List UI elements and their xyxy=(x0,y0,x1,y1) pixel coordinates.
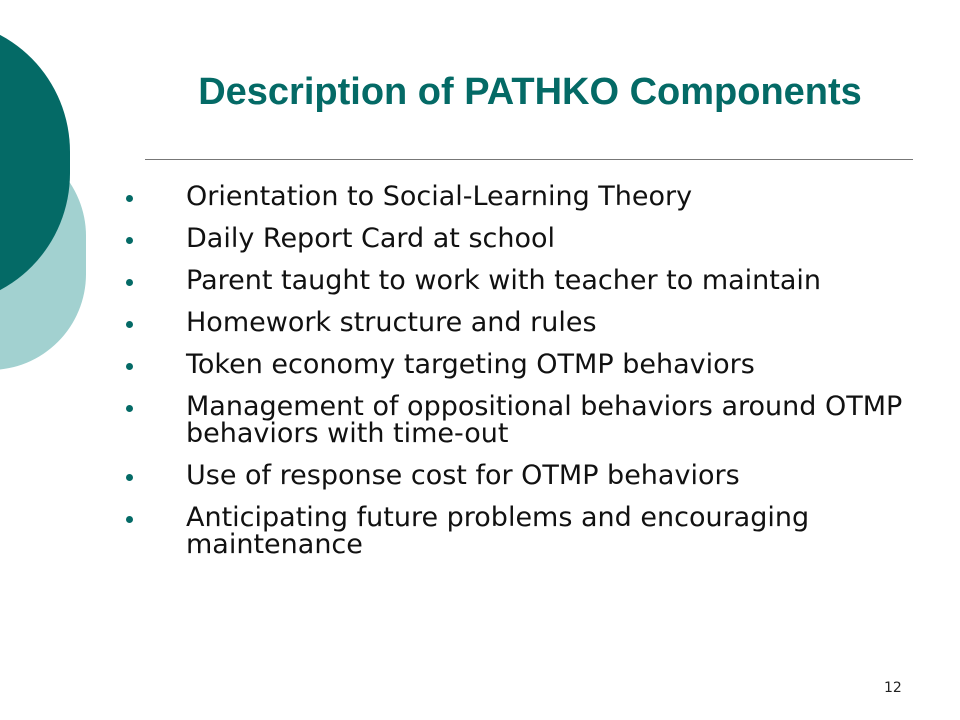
bullet-dot-icon xyxy=(126,237,133,244)
bullet-text: Anticipating future problems and encouraging maintenance xyxy=(186,502,810,560)
bullet-item xyxy=(120,183,920,210)
bullet-list xyxy=(120,183,920,573)
bullet-dot-icon xyxy=(126,321,133,328)
bullet-dot-icon xyxy=(126,405,133,412)
bullet-text: Token economy targeting OTMP behaviors xyxy=(186,349,755,380)
bullet-dot-icon xyxy=(126,474,133,481)
bullet-item xyxy=(120,351,920,378)
bullet-item xyxy=(120,393,920,447)
bullet-item xyxy=(120,462,920,489)
bullet-dot-icon xyxy=(126,195,133,202)
bullet-text: Use of response cost for OTMP behaviors xyxy=(186,460,740,491)
bullet-text: Orientation to Social-Learning Theory xyxy=(186,181,693,212)
bullet-item xyxy=(120,309,920,336)
slide-title: Description of PATHKO Components xyxy=(198,71,862,113)
bullet-dot-icon xyxy=(126,279,133,286)
bullet-text: Management of oppositional behaviors around OTMP behaviors with time-out xyxy=(186,391,903,449)
bullet-text: Daily Report Card at school xyxy=(186,223,556,254)
title-divider xyxy=(145,159,913,160)
page-number: 12 xyxy=(884,680,902,696)
bullet-text: Parent taught to work with teacher to maintain xyxy=(186,265,822,296)
bullet-item xyxy=(120,267,920,294)
bullet-text: Homework structure and rules xyxy=(186,307,597,338)
bullet-dot-icon xyxy=(126,516,133,523)
bullet-item xyxy=(120,225,920,252)
bullet-item xyxy=(120,504,920,558)
bullet-dot-icon xyxy=(126,363,133,370)
